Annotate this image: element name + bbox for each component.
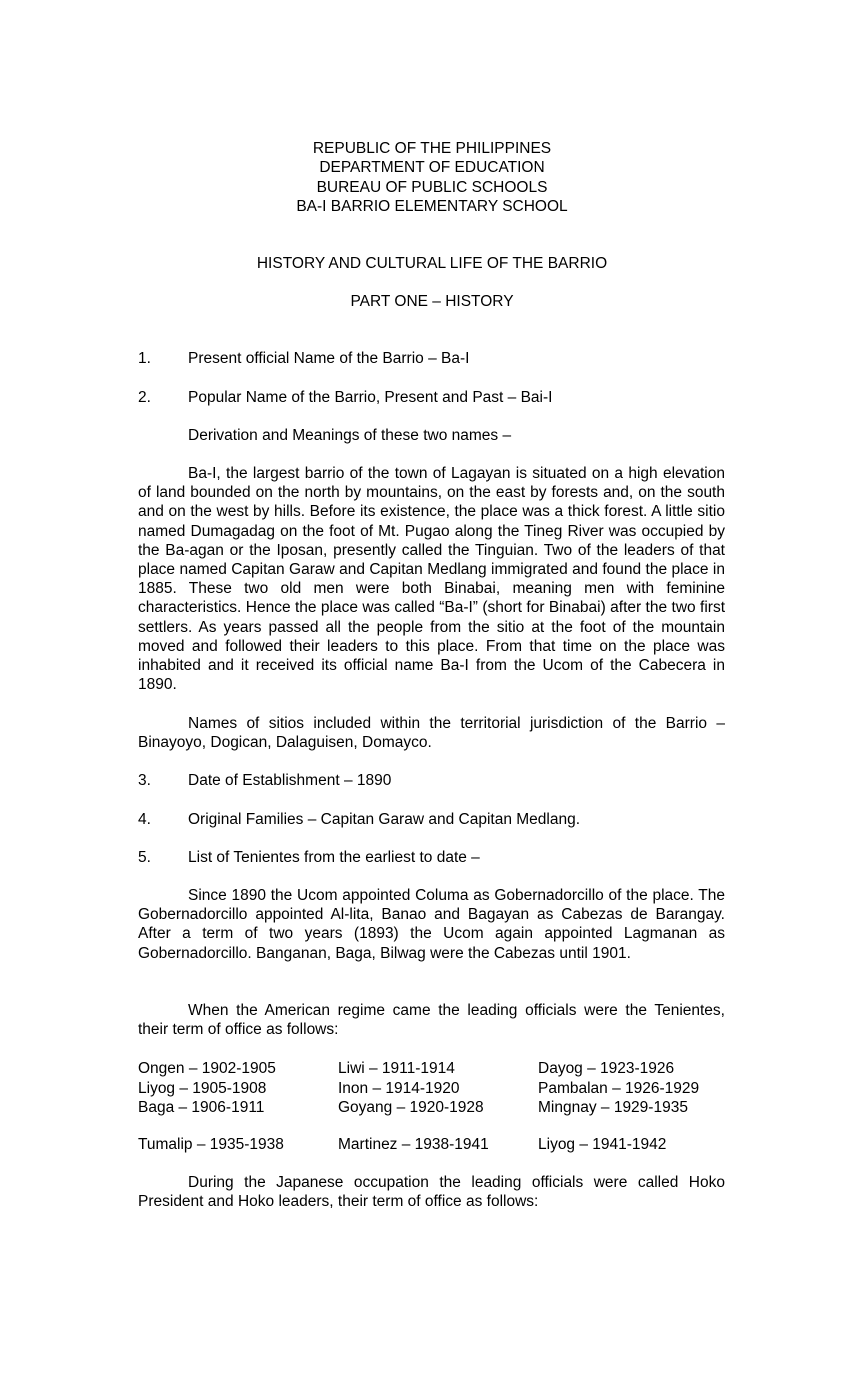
document-title: HISTORY AND CULTURAL LIFE OF THE BARRIO — [256, 255, 608, 272]
official-entry: Liyog – 1905-1908 — [138, 1079, 267, 1097]
item-text: Original Families – Capitan Garaw and Capitan Medlang. — [188, 811, 581, 828]
officials-row — [138, 1079, 738, 1099]
official-entry: Martinez – 1938-1941 — [338, 1136, 489, 1153]
official-entry: Tumalip – 1935-1938 — [138, 1136, 284, 1153]
official-entry: Goyang – 1920-1928 — [338, 1099, 484, 1116]
header-line: DEPARTMENT OF EDUCATION — [319, 159, 545, 177]
derivation-heading: Derivation and Meanings of these two names – — [188, 427, 512, 444]
item-text: Present official Name of the Barrio – Ba-I — [188, 350, 470, 367]
sitios-paragraph: Names of sitios included within the territorial jurisdiction of the Barrio – Binayoyo, Dogican, Dalaguisen, Domayco. — [138, 715, 725, 752]
item-number: 3. — [138, 772, 151, 789]
header-line: BA-I BARRIO ELEMENTARY SCHOOL — [296, 197, 568, 215]
item-text: Popular Name of the Barrio, Present and Past – Bai-I — [188, 389, 553, 406]
official-entry: Liyog – 1941-1942 — [538, 1136, 667, 1153]
officials-list — [138, 1059, 738, 1118]
official-entry: Inon – 1914-1920 — [338, 1079, 460, 1097]
official-entry: Dayog – 1923-1926 — [538, 1060, 675, 1077]
official-entry: Liwi – 1911-1914 — [338, 1060, 455, 1077]
numbered-item — [138, 848, 725, 867]
numbered-item — [138, 771, 725, 790]
officials-row — [138, 1059, 738, 1079]
official-entry: Baga – 1906-1911 — [138, 1099, 265, 1116]
history-paragraph: Ba-I, the largest barrio of the town of Lagayan is situated on a high elevation of land bounded on the north by mountains, on the east by forests and, on the south and on the west by hills. Before its existence, the place was a thick forest. A little sitio named Dumagadag on the foot of Mt. Pugao along the Tineg River was occupied by the Ba-agan or the Iposan, presently called the Tinguian. Two of the leaders of that place named Capitan Garaw and Capitan Medlang immigrated and found the place in 1885. These two old men were both Binabai, meaning men with feminine characteristics. Hence the place was called “Ba-I” (short for Binabai) after the two first settlers. As years passed all the people from the sitio at the foot of the mountain moved and followed their leaders to this place. From that time on the place was inhabited and it received its official name Ba-I from the Ucom of the Cabecera in 1890. — [138, 465, 725, 694]
official-entry: Mingnay – 1929-1935 — [538, 1099, 688, 1116]
item-number: 1. — [138, 350, 151, 367]
japanese-occupation-paragraph: During the Japanese occupation the leading officials were called Hoko President and Hoko leaders, their term of office as follows: — [138, 1174, 725, 1211]
officials-list — [138, 1135, 738, 1155]
officials-row — [138, 1135, 738, 1155]
numbered-item — [138, 810, 725, 829]
officials-row — [138, 1098, 738, 1118]
numbered-item — [138, 349, 725, 368]
header-line: REPUBLIC OF THE PHILIPPINES — [312, 140, 552, 157]
numbered-item — [138, 388, 725, 407]
american-regime-paragraph: When the American regime came the leading officials were the Tenientes, their term of office as follows: — [138, 1002, 725, 1039]
official-entry: Ongen – 1902-1905 — [138, 1060, 276, 1077]
official-entry: Pambalan – 1926-1929 — [538, 1079, 700, 1097]
header-line: BUREAU OF PUBLIC SCHOOLS — [316, 178, 548, 196]
item-number: 2. — [138, 389, 151, 406]
item-number: 4. — [138, 811, 151, 828]
part-heading: PART ONE – HISTORY — [350, 293, 514, 310]
item-number: 5. — [138, 849, 151, 866]
document-header — [0, 139, 850, 216]
item-text: List of Tenientes from the earliest to date – — [188, 849, 480, 866]
tenientes-paragraph: Since 1890 the Ucom appointed Columa as Gobernadorcillo of the place. The Gobernadorcillo appointed Al-lita, Banao and Bagayan as Cabezas de Barangay. After a term of two years (1893) the Ucom again appointed Lagmanan as Gobernadorcillo. Banganan, Baga, Bilwag were the Cabezas until 1901. — [138, 887, 725, 962]
item-text: Date of Establishment – 1890 — [188, 772, 392, 789]
